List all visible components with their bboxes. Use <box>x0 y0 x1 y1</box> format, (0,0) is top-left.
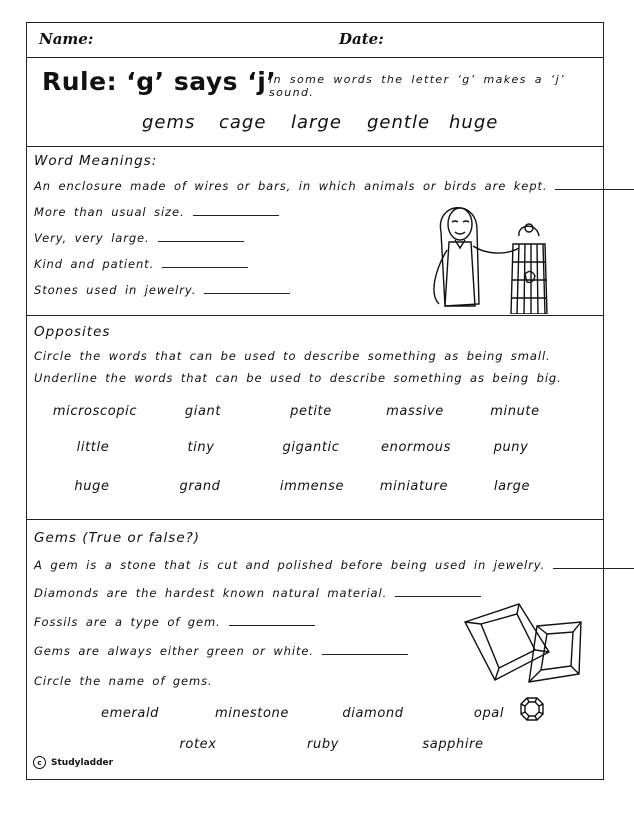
opposites-instruction-circle: Circle the words that can be used to describe something as being small. <box>34 349 551 363</box>
meaning-item <box>34 179 634 193</box>
meaning-item <box>34 231 244 245</box>
meaning-text: More than usual size. <box>34 205 185 219</box>
opposite-word[interactable]: immense <box>279 479 345 494</box>
opposite-word[interactable]: petite <box>290 404 332 419</box>
meaning-text: Very, very large. <box>34 231 150 245</box>
rule-box <box>27 57 603 147</box>
answer-blank[interactable] <box>193 205 279 216</box>
worksheet <box>26 22 604 780</box>
statement-text: Diamonds are the hardest known natural material. <box>34 586 388 600</box>
meaning-item <box>34 283 290 297</box>
opposite-word[interactable]: gigantic <box>282 440 340 455</box>
gem-word[interactable]: emerald <box>100 706 160 721</box>
answer-blank[interactable] <box>553 558 634 569</box>
word-meanings-section <box>27 146 603 316</box>
meaning-text: Kind and patient. <box>34 257 155 271</box>
opposite-word[interactable]: minute <box>490 404 540 419</box>
header-row <box>27 23 603 58</box>
rule-word: large <box>291 112 342 133</box>
rule-word: cage <box>219 112 267 133</box>
opposite-word[interactable]: grand <box>179 479 221 494</box>
rule-description: In some words the letter ‘g’ makes a ‘j’ sound. <box>269 73 565 99</box>
studyladder-footer <box>33 756 113 769</box>
opposite-word[interactable]: miniature <box>379 479 449 494</box>
opposites-instruction-underline: Underline the words that can be used to describe something as being big. <box>34 371 562 385</box>
opposites-section <box>27 316 603 520</box>
gem-word[interactable]: sapphire <box>422 737 484 752</box>
gems-heading: Gems (True or false?) <box>34 530 201 546</box>
rule-word: gentle <box>367 112 431 133</box>
rule-word: huge <box>449 112 499 133</box>
gems-circle-instruction: Circle the name of gems. <box>34 674 213 688</box>
answer-blank[interactable] <box>229 615 315 626</box>
opposite-word[interactable]: puny <box>493 440 529 455</box>
answer-blank[interactable] <box>204 283 290 294</box>
gems-section <box>27 520 603 779</box>
gems-illustration <box>463 578 603 738</box>
answer-blank[interactable] <box>555 179 634 190</box>
meaning-text: Stones used in jewelry. <box>34 283 197 297</box>
opposite-word[interactable]: microscopic <box>52 404 138 419</box>
name-label: Name: <box>39 30 94 48</box>
meaning-text: An enclosure made of wires or bars, in which animals or birds are kept. <box>34 179 548 193</box>
opposite-word[interactable]: huge <box>74 479 110 494</box>
opposite-word[interactable]: massive <box>386 404 444 419</box>
meaning-item <box>34 205 279 219</box>
opposite-word[interactable]: enormous <box>381 440 451 455</box>
gem-word[interactable]: rotex <box>179 737 217 752</box>
meaning-item <box>34 257 248 271</box>
gem-statement <box>34 586 481 600</box>
rule-word: gems <box>142 112 196 133</box>
gem-statement <box>34 644 408 658</box>
answer-blank[interactable] <box>158 231 244 242</box>
statement-text: Fossils are a type of gem. <box>34 615 221 629</box>
opposites-heading: Opposites <box>34 324 111 340</box>
gem-word[interactable]: diamond <box>342 706 404 721</box>
opposite-word[interactable]: tiny <box>187 440 215 455</box>
answer-blank[interactable] <box>162 257 248 268</box>
gem-word[interactable]: ruby <box>307 737 339 752</box>
brand-name: Studyladder <box>51 757 114 768</box>
opposite-word[interactable]: little <box>76 440 110 455</box>
gem-statement <box>34 615 315 629</box>
girl-with-birdcage-illustration <box>405 194 557 314</box>
gem-word[interactable]: opal <box>473 706 505 721</box>
answer-blank[interactable] <box>322 644 408 655</box>
gem-statement <box>34 558 634 572</box>
statement-text: Gems are always either green or white. <box>34 644 314 658</box>
word-meanings-heading: Word Meanings: <box>34 153 158 169</box>
gem-word[interactable]: minestone <box>215 706 289 721</box>
date-label: Date: <box>339 30 384 48</box>
opposite-word[interactable]: large <box>493 479 531 494</box>
rule-title: Rule: ‘g’ says ‘j’ <box>42 67 277 96</box>
statement-text: A gem is a stone that is cut and polished before being used in jewelry. <box>34 558 546 572</box>
opposite-word[interactable]: giant <box>184 404 222 419</box>
copyright-icon: c <box>33 756 46 769</box>
